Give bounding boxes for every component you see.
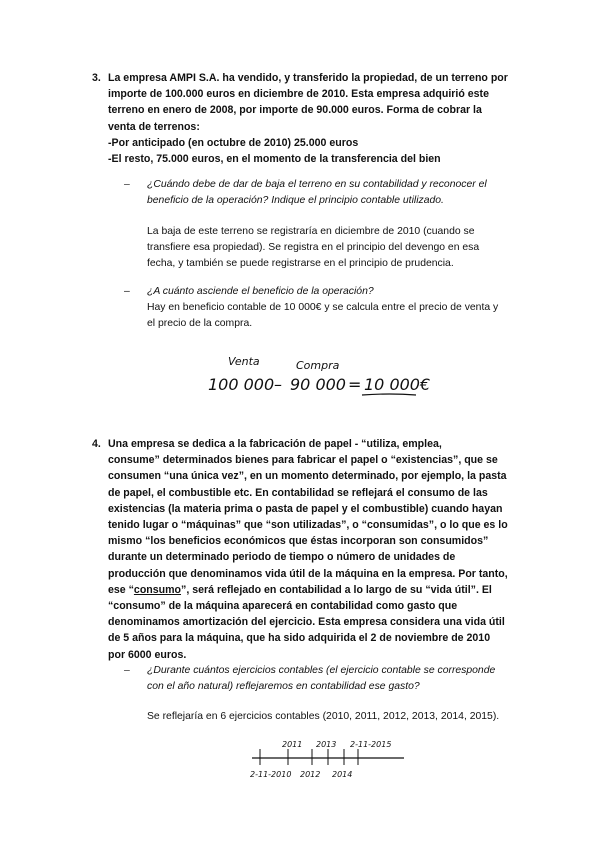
statement-line: -El resto, 75.000 euros, en el momento de la transferencia del bien (108, 153, 441, 166)
handwritten-label-venta: Venta (228, 355, 260, 368)
bullet-dash: – (124, 665, 130, 676)
answer-line: Hay en beneficio contable de 10 000€ y se calcula entre el precio de venta y (147, 302, 499, 313)
timeline-label-2013: 2013 (316, 740, 337, 749)
answer-line: La baja de este terreno se registraría en diciembre de 2010 (cuando se (147, 226, 475, 237)
text-fragment: ese “ (108, 583, 134, 596)
statement-line (108, 582, 532, 598)
bullet-dash: – (124, 286, 130, 297)
handwritten-venta-value: 100 000 (208, 375, 275, 394)
statement-line: venta de terrenos: (108, 120, 200, 133)
statement-line: de 5 años para la máquina, que ha sido adquirida el 2 de noviembre de 2010 (108, 632, 491, 645)
timeline-label-2-11-2015: 2-11-2015 (350, 740, 392, 749)
question-4a (124, 663, 495, 695)
text-fragment: ”, será reflejado en contabilidad a lo largo de su “vida útil”. El (181, 583, 492, 596)
timeline-label-2014: 2014 (332, 770, 353, 779)
statement-line: producción que denominamos vida útil de la máquina en la empresa. Por tanto, (108, 567, 508, 580)
question-4-statement (92, 436, 532, 663)
statement-line: consume” determinados bienes para fabricar el papel o “existencias”, que se (108, 454, 498, 467)
question-number: 4. (92, 438, 101, 450)
statement-line: por 6000 euros. (108, 648, 187, 661)
statement-line: denominamos amortización del ejercicio. Esta empresa considera una vida útil (108, 616, 505, 629)
statement-line: “consumo” de la máquina aparecerá en contabilidad como gasto que (108, 600, 458, 613)
handwritten-label-compra: Compra (296, 359, 340, 372)
underlined-word: consumo (133, 583, 182, 596)
answer-3a (147, 224, 479, 272)
statement-line: -Por anticipado (en octubre de 2010) 25.000 euros (108, 136, 359, 149)
question-3b (124, 284, 498, 332)
answer-4a (147, 709, 499, 725)
question-line: ¿A cuánto asciende el beneficio de la operación? (147, 286, 374, 297)
timeline-label-2012: 2012 (300, 770, 321, 779)
statement-line: importe de 100.000 euros en diciembre de 2010. Esta empresa adquirió este (108, 88, 489, 101)
bullet-dash: – (124, 179, 130, 190)
statement-line: tenido lugar o “máquinas” que “son utilizadas”, o “consumidas”, o lo que es lo (108, 519, 508, 532)
timeline-label-2011: 2011 (282, 740, 303, 749)
statement-line: de papel, el combustible etc. En contabilidad se reflejará el consumo de las (108, 486, 488, 499)
handwritten-result: 10 000€ (364, 375, 431, 394)
timeline-label-2-11-2010: 2-11-2010 (250, 770, 292, 779)
statement-line: Una empresa se dedica a la fabricación de papel - “utiliza, emplea, (108, 438, 442, 450)
handwritten-equals: = (348, 375, 362, 394)
result-underline (362, 394, 416, 395)
answer-line: transfiere esa propiedad). Se registra en el principio del devengo en esa (147, 242, 480, 253)
statement-line: terreno en enero de 2008, por importe de 90.000 euros. Forma de cobrar la (108, 104, 482, 117)
handwritten-minus: – (274, 375, 282, 394)
statement-line: La empresa AMPI S.A. ha vendido, y transferido la propiedad, de un terreno por (108, 72, 508, 84)
question-line: con el año natural) reflejaremos en contabilidad ese gasto? (147, 681, 420, 692)
answer-line: Se reflejaría en 6 ejercicios contables (2010, 2011, 2012, 2013, 2014, 2015). (147, 711, 500, 722)
question-number: 3. (92, 72, 101, 84)
handwritten-compra-value: 90 000 (290, 375, 346, 394)
question-3a (124, 177, 487, 209)
handwritten-timeline (248, 735, 408, 783)
answer-line: fecha, y también se puede registrarse en el principio de prudencia. (147, 258, 454, 269)
statement-line: mismo “los beneficios económicos que éstas incorporan son consumidos” (108, 535, 489, 548)
handwritten-calculation (200, 345, 430, 405)
statement-line: consumen “una única vez”, en un momento determinado, por ejemplo, la pasta (108, 470, 507, 483)
question-line: ¿Cuándo debe de dar de baja el terreno en su contabilidad y reconocer el (147, 179, 487, 190)
question-3-statement (92, 70, 532, 167)
question-line: ¿Durante cuántos ejercicios contables (el ejercicio contable se corresponde (147, 665, 496, 676)
question-line: beneficio de la operación? Indique el principio contable utilizado. (147, 195, 444, 206)
statement-line: existencias (la materia prima o pasta de papel y el combustible) cuando hayan (108, 502, 503, 515)
statement-line: durante un determinado periodo de tiempo o número de unidades de (108, 551, 456, 564)
answer-line: el precio de la compra. (147, 318, 253, 329)
